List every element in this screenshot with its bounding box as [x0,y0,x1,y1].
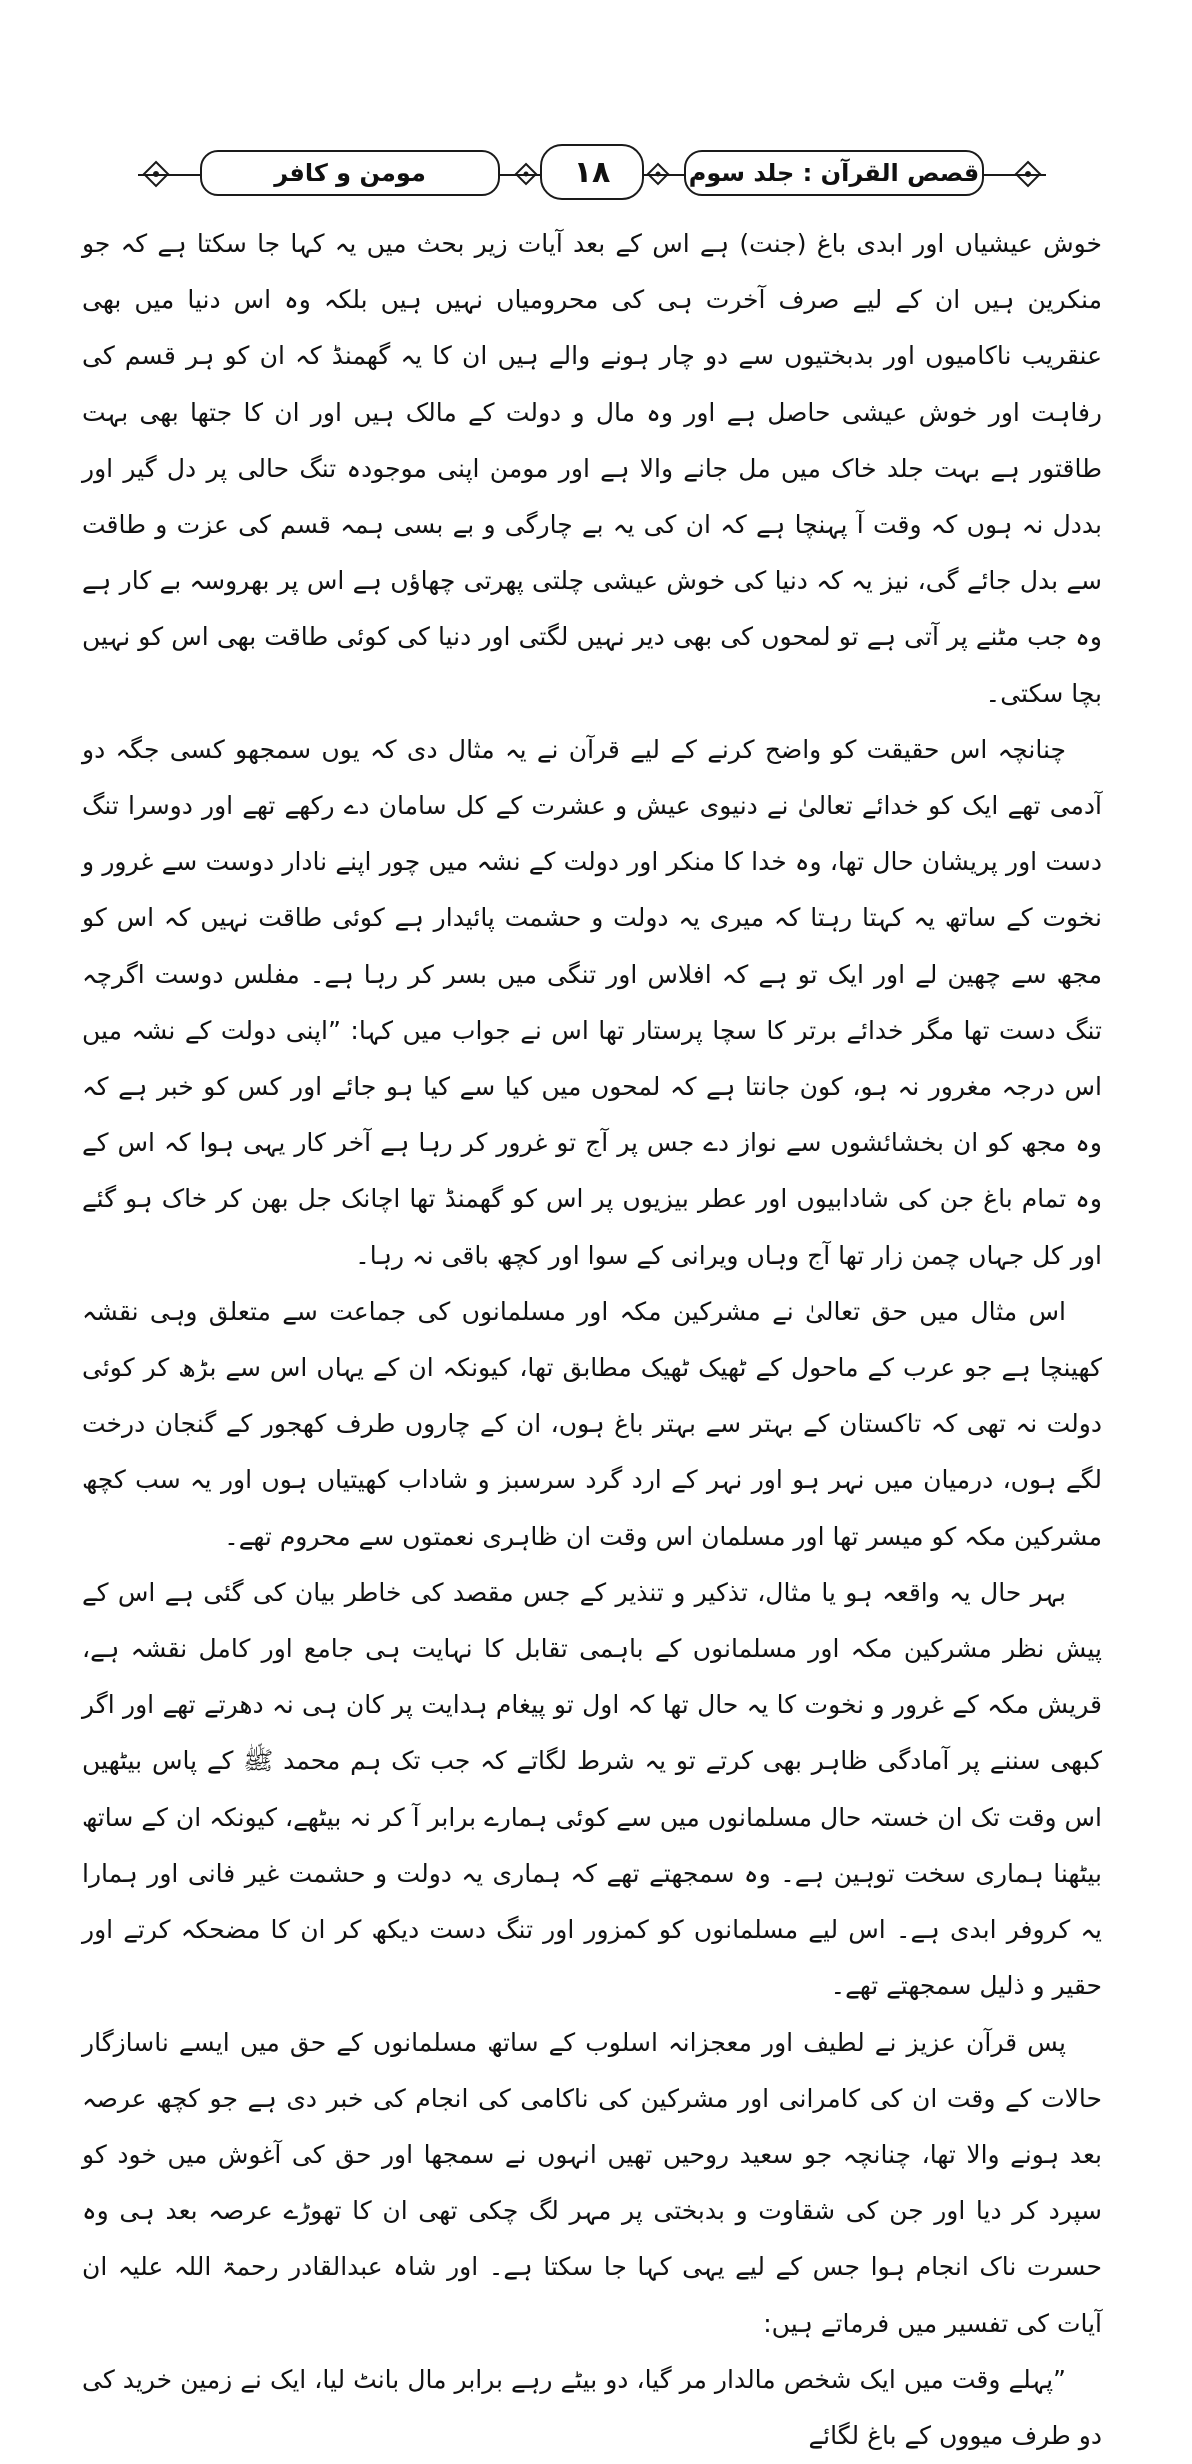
ornament-icon [512,160,540,188]
ornament-icon [644,160,672,188]
ornament-icon [1014,160,1042,188]
paragraph: خوش عیشیاں اور ابدی باغ (جنت) ہے اس کے بعد آیات زیر بحث میں یہ کہا جا سکتا ہے کہ جو منکرین ہیں ان کے لیے صرف آخرت ہی کی محرومیاں نہیں ہیں بلکہ وہ اس دنیا میں بھی عنقریب ناکامیوں اور بدبختیوں سے دو چار ہونے والے ہیں ان کا یہ گھمنڈ کہ ان کو ہر قسم کی رفاہت اور خوش عیشی حاصل ہے اور وہ مال و دولت کے مالک ہیں اور ان کا جتھا بھی بہت طاقتور ہے بہت جلد خاک میں مل جانے والا ہے اور مومن اپنی موجودہ تنگ حالی پر دل گیر اور بددل نہ ہوں کہ وقت آ پہنچا ہے کہ ان کی یہ بے چارگی و بے بسی ہمہ قسم کی عزت و طاقت سے بدل جائے گی، نیز یہ کہ دنیا کی خوش عیشی چلتی پھرتی چھاؤں ہے اس پر بھروسہ بے کار ہے وہ جب مٹنے پر آتی ہے تو لمحوں کی بھی دیر نہیں لگتی اور دنیا کی کوئی طاقت بھی اس کو نہیں بچا سکتی۔ [82,229,1102,708]
chapter-title: مومن و کافر [200,150,500,196]
paragraph: پس قرآن عزیز نے لطیف اور معجزانہ اسلوب کے ساتھ مسلمانوں کے حق میں ایسے ناسازگار حالات کے وقت ان کی کامرانی اور مشرکین کی ناکامی کی انجام کی خبر دی ہے جو کچھ عرصہ بعد ہونے والا تھا، چنانچہ جو سعید روحیں تھیں انہوں نے سمجھا اور حق کی آغوش میں خود کو سپرد کر دیا اور جن کی شقاوت و بدبختی پر مہر لگ چکی تھی ان کا تھوڑے عرصہ بعد ہی وہ حسرت ناک انجام ہوا جس کے لیے یہی کہا جا سکتا ہے۔ اور شاہ عبدالقادر رحمۃ اللہ علیہ ان آیات کی تفسیر میں فرماتے ہیں: [82,2027,1102,2338]
quote-paragraph: ”پہلے وقت میں ایک شخص مالدار مر گیا، دو بیٹے رہے برابر مال بانٹ لیا، ایک نے زمین خرید کی دو طرف میووں کے باغ لگائے [82,2364,1102,2450]
paragraph: اس مثال میں حق تعالیٰ نے مشرکین مکہ اور مسلمانوں کی جماعت سے متعلق وہی نقشہ کھینچا ہے جو عرب کے ماحول کے ٹھیک ٹھیک مطابق تھا، کیونکہ ان کے یہاں اس سے بڑھ کر کوئی دولت نہ تھی کہ تاکستان کے بہتر سے بہتر باغ ہوں، ان کے چاروں طرف کھجور کے گنجان درخت لگے ہوں، درمیان میں نہر ہو اور نہر کے ارد گرد سرسبز و شاداب کھیتیاں ہوں اور یہ سب کچھ مشرکین مکہ کو میسر تھا اور مسلمان اس وقت ان ظاہری نعمتوں سے محروم تھے۔ [82,1296,1102,1551]
page-header [82,140,1102,210]
page-body [82,216,1102,2464]
book-title: قصص القرآن : جلد سوم [684,150,984,196]
ornament-icon [142,160,170,188]
page-number: ۱۸ [540,144,644,200]
paragraph: چنانچہ اس حقیقت کو واضح کرنے کے لیے قرآن نے یہ مثال دی کہ یوں سمجھو کسی جگہ دو آدمی تھے ایک کو خدائے تعالیٰ نے دنیوی عیش و عشرت کے کل سامان دے رکھے تھے اور دوسرا تنگ دست اور پریشان حال تھا، وہ خدا کا منکر اور دولت کے نشہ میں چور اپنے نادار دوست سے غرور و نخوت کے ساتھ یہ کہتا رہتا کہ میری یہ دولت و حشمت پائیدار ہے کوئی طاقت نہیں کہ اس کو مجھ سے چھین لے اور ایک تو ہے کہ افلاس اور تنگی میں بسر کر رہا ہے۔ مفلس دوست اگرچہ تنگ دست تھا مگر خدائے برتر کا سچا پرستار تھا اس نے جواب میں کہا: ”اپنی دولت کے نشہ میں اس درجہ مغرور نہ ہو، کون جانتا ہے کہ لمحوں میں کیا سے کیا ہو جائے اور کس کو خبر ہے کہ وہ مجھ کو ان بخشائشوں سے نواز دے جس پر آج تو غرور کر رہا ہے آخر کار یہی ہوا کہ اس کے وہ تمام باغ جن کی شادابیوں اور عطر بیزیوں پر اس کو گھمنڈ تھا اچانک جل بھن کر خاک ہو گئے اور کل جہاں چمن زار تھا آج وہاں ویرانی کے سوا اور کچھ باقی نہ رہا۔ [82,734,1102,1270]
paragraph: بہر حال یہ واقعہ ہو یا مثال، تذکیر و تنذیر کے جس مقصد کی خاطر بیان کی گئی ہے اس کے پیش نظر مشرکین مکہ اور مسلمانوں کے باہمی تقابل کا نہایت ہی جامع اور کامل نقشہ ہے، قریش مکہ کے غرور و نخوت کا یہ حال تھا کہ اول تو پیغام ہدایت پر کان ہی نہ دھرتے تھے اور اگر کبھی سننے پر آمادگی ظاہر بھی کرتے تو یہ شرط لگاتے کہ جب تک ہم محمد ﷺ کے پاس بیٹھیں اس وقت تک ان خستہ حال مسلمانوں میں سے کوئی ہمارے برابر آ کر نہ بیٹھے، کیونکہ ان کے ساتھ بیٹھنا ہماری سخت توہین ہے۔ وہ سمجھتے تھے کہ ہماری یہ دولت و حشمت غیر فانی اور ہمارا یہ کروفر ابدی ہے۔ اس لیے مسلمانوں کو کمزور اور تنگ دست دیکھ کر ان کا مضحکہ کرتے اور حقیر و ذلیل سمجھتے تھے۔ [82,1577,1102,2001]
